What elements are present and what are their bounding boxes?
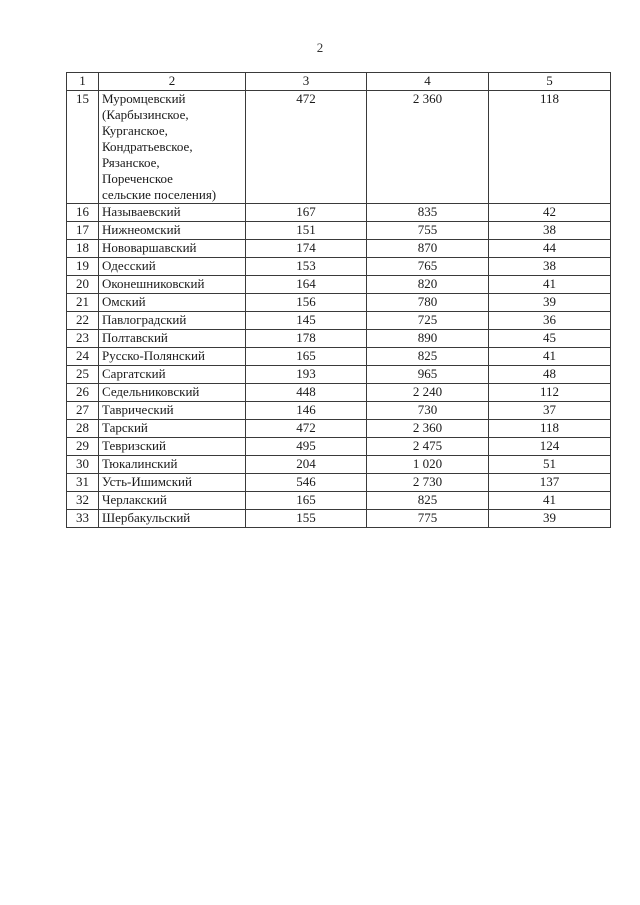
row-number: 25	[67, 366, 99, 384]
row-number: 26	[67, 384, 99, 402]
district-name-line: (Карбызинское,	[102, 107, 189, 122]
value-col3: 193	[246, 366, 367, 384]
value-col4: 775	[367, 510, 489, 528]
row-number: 31	[67, 474, 99, 492]
header-cell-num: 1	[67, 73, 99, 91]
row-number: 22	[67, 312, 99, 330]
table-row	[67, 222, 611, 240]
value-col5: 41	[489, 348, 611, 366]
value-col3: 153	[246, 258, 367, 276]
value-col5: 36	[489, 312, 611, 330]
row-number: 19	[67, 258, 99, 276]
district-name-line: Рязанское,	[102, 155, 160, 170]
value-col5: 41	[489, 492, 611, 510]
row-number: 18	[67, 240, 99, 258]
row-number: 27	[67, 402, 99, 420]
row-number: 29	[67, 438, 99, 456]
value-col4: 2 240	[367, 384, 489, 402]
row-number: 28	[67, 420, 99, 438]
table-row	[67, 312, 611, 330]
district-name: Тарский	[99, 420, 246, 438]
value-col5: 38	[489, 222, 611, 240]
value-col5: 48	[489, 366, 611, 384]
page-number: 2	[316, 40, 324, 55]
value-col4: 765	[367, 258, 489, 276]
value-col4: 780	[367, 294, 489, 312]
district-name: Черлакский	[99, 492, 246, 510]
row-number: 16	[67, 204, 99, 222]
value-col3: 146	[246, 402, 367, 420]
value-col3: 495	[246, 438, 367, 456]
value-col4: 2 360	[367, 420, 489, 438]
district-name: Полтавский	[99, 330, 246, 348]
district-name: Таврический	[99, 402, 246, 420]
value-col5: 137	[489, 474, 611, 492]
row-number: 21	[67, 294, 99, 312]
district-name: Саргатский	[99, 366, 246, 384]
table-row	[67, 294, 611, 312]
value-col4: 825	[367, 348, 489, 366]
value-col4: 870	[367, 240, 489, 258]
value-col5: 118	[489, 420, 611, 438]
table-row	[67, 276, 611, 294]
value-col5: 39	[489, 294, 611, 312]
table-row	[67, 384, 611, 402]
table-row	[67, 348, 611, 366]
value-col3: 164	[246, 276, 367, 294]
district-name: Тюкалинский	[99, 456, 246, 474]
value-col3: 165	[246, 348, 367, 366]
row-number: 15	[67, 91, 99, 204]
table-row	[67, 258, 611, 276]
district-name: Оконешниковский	[99, 276, 246, 294]
value-col5: 118	[489, 91, 611, 204]
value-col4: 730	[367, 402, 489, 420]
district-name: Называевский	[99, 204, 246, 222]
row-number: 32	[67, 492, 99, 510]
district-name: Одесский	[99, 258, 246, 276]
value-col3: 151	[246, 222, 367, 240]
district-table	[66, 72, 611, 528]
value-col3: 155	[246, 510, 367, 528]
value-col3: 472	[246, 420, 367, 438]
table-row	[67, 492, 611, 510]
value-col3: 156	[246, 294, 367, 312]
district-name: Седельниковский	[99, 384, 246, 402]
district-name: Нижнеомский	[99, 222, 246, 240]
table-row	[67, 330, 611, 348]
value-col4: 1 020	[367, 456, 489, 474]
header-cell-v1: 3	[246, 73, 367, 91]
district-name: Омский	[99, 294, 246, 312]
value-col3: 167	[246, 204, 367, 222]
district-name-line: Кондратьевское,	[102, 139, 193, 154]
row-number: 17	[67, 222, 99, 240]
value-col3: 448	[246, 384, 367, 402]
table-row	[67, 240, 611, 258]
table-row	[67, 438, 611, 456]
value-col3: 174	[246, 240, 367, 258]
district-name: Нововаршавский	[99, 240, 246, 258]
value-col5: 124	[489, 438, 611, 456]
value-col5: 51	[489, 456, 611, 474]
value-col5: 112	[489, 384, 611, 402]
table-row	[67, 420, 611, 438]
row-number: 24	[67, 348, 99, 366]
district-name-line: Пореченское	[102, 171, 173, 186]
table-row	[67, 510, 611, 528]
district-name: Павлоградский	[99, 312, 246, 330]
value-col4: 890	[367, 330, 489, 348]
table-header-row	[67, 73, 611, 91]
value-col4: 820	[367, 276, 489, 294]
district-name-line: Муромцевский	[102, 91, 186, 106]
district-name: Русско-Полянский	[99, 348, 246, 366]
value-col3: 178	[246, 330, 367, 348]
value-col3: 145	[246, 312, 367, 330]
value-col5: 45	[489, 330, 611, 348]
table-row	[67, 456, 611, 474]
value-col3: 165	[246, 492, 367, 510]
value-col5: 41	[489, 276, 611, 294]
row-number: 33	[67, 510, 99, 528]
district-name: Усть-Ишимский	[99, 474, 246, 492]
value-col3: 204	[246, 456, 367, 474]
value-col5: 42	[489, 204, 611, 222]
table-row	[67, 402, 611, 420]
value-col5: 44	[489, 240, 611, 258]
value-col5: 38	[489, 258, 611, 276]
value-col5: 37	[489, 402, 611, 420]
value-col4: 835	[367, 204, 489, 222]
district-name	[99, 91, 246, 204]
value-col4: 2 475	[367, 438, 489, 456]
table-row	[67, 474, 611, 492]
header-cell-v3: 5	[489, 73, 611, 91]
value-col3: 546	[246, 474, 367, 492]
value-col3: 472	[246, 91, 367, 204]
header-cell-v2: 4	[367, 73, 489, 91]
row-number: 20	[67, 276, 99, 294]
value-col5: 39	[489, 510, 611, 528]
value-col4: 2 730	[367, 474, 489, 492]
value-col4: 965	[367, 366, 489, 384]
district-name-line: Курганское,	[102, 123, 168, 138]
district-name: Тевризский	[99, 438, 246, 456]
table-row	[67, 204, 611, 222]
row-number: 23	[67, 330, 99, 348]
value-col4: 725	[367, 312, 489, 330]
district-name: Шербакульский	[99, 510, 246, 528]
value-col4: 2 360	[367, 91, 489, 204]
row-number: 30	[67, 456, 99, 474]
header-cell-name: 2	[99, 73, 246, 91]
table-row	[67, 91, 611, 204]
table-row	[67, 366, 611, 384]
district-name-line: сельские поселения)	[102, 187, 217, 202]
value-col4: 755	[367, 222, 489, 240]
value-col4: 825	[367, 492, 489, 510]
